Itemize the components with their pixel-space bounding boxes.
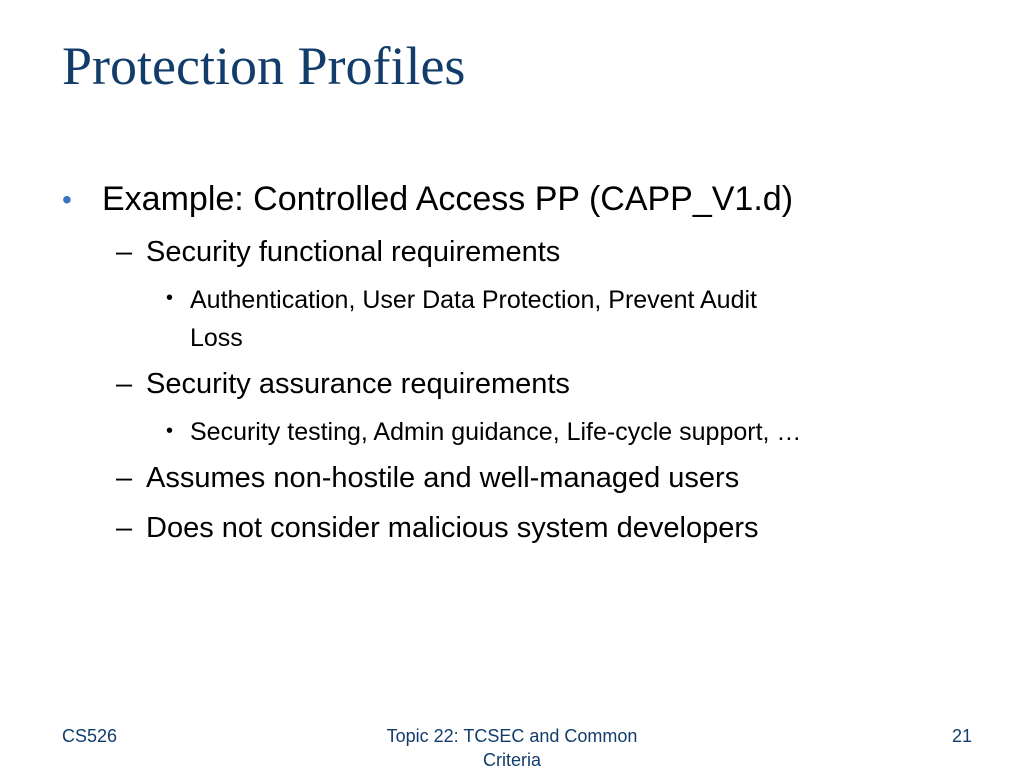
en-dash-icon: – [116, 512, 133, 544]
level2-item-1: Security functional requirements [146, 236, 561, 268]
bullet-dot-icon: • [62, 184, 72, 215]
level1-bullet-text: Example: Controlled Access PP (CAPP_V1.d) [102, 180, 794, 218]
level2-item-2: Security assurance requirements [146, 368, 570, 400]
level3-item-1-line1: Authentication, User Data Protection, Prevent Audit [190, 286, 757, 314]
level3-item-2-line1: Security testing, Admin guidance, Life-cycle support, … [190, 418, 802, 446]
slide-title: Protection Profiles [62, 36, 466, 96]
footer-topic [352, 724, 672, 772]
footer-topic-line1: Topic 22: TCSEC and Common [386, 726, 638, 746]
bullet-dot-icon: • [166, 287, 174, 309]
bullet-dot-icon: • [166, 420, 174, 442]
footer-topic-line2: Criteria [482, 750, 541, 770]
en-dash-icon: – [116, 368, 133, 400]
en-dash-icon: – [116, 462, 133, 494]
level2-item-3: Assumes non-hostile and well-managed users [146, 462, 740, 494]
en-dash-icon: – [116, 236, 133, 268]
level2-item-4: Does not consider malicious system developers [146, 512, 759, 544]
footer-course-code: CS526 [62, 726, 118, 746]
slide-number: 21 [951, 726, 972, 746]
level3-item-1-line2: Loss [190, 324, 243, 352]
